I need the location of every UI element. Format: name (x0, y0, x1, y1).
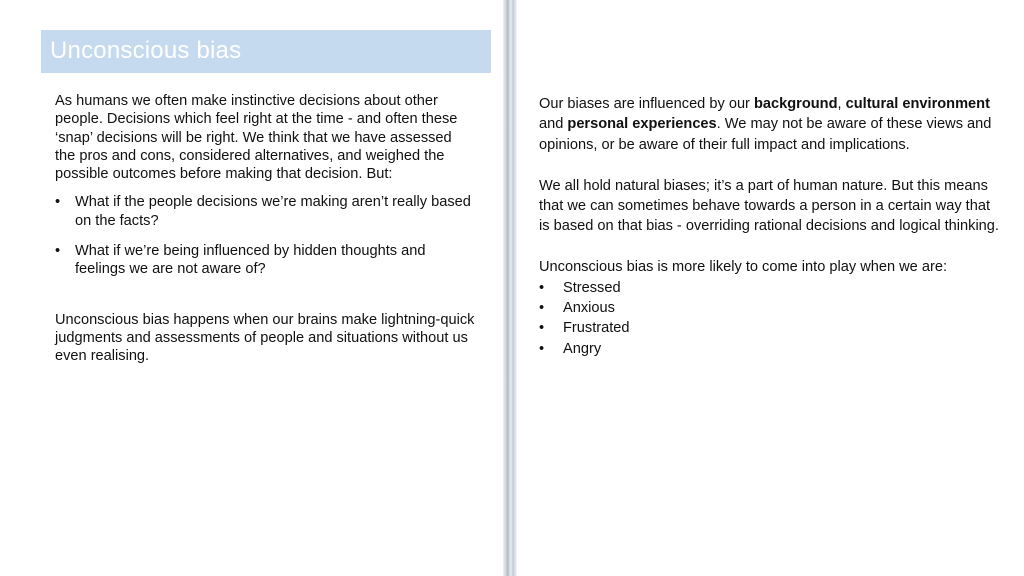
list-item-text: What if we’re being influenced by hidden thoughts and feelings we are not aware of? (75, 243, 426, 278)
influences-text-2: , (837, 96, 846, 112)
bullet-icon: • (539, 320, 545, 337)
influences-text-1: Our biases are influenced by our (539, 96, 754, 112)
bullet-icon: • (539, 340, 545, 357)
conditions-intro: Unconscious bias is more likely to come into play when we are: (539, 259, 947, 276)
list-item-text: Anxious (563, 300, 615, 317)
bullet-icon: • (55, 243, 61, 260)
column-divider (503, 0, 517, 576)
left-column (55, 92, 475, 366)
question-list (55, 193, 475, 278)
list-item (55, 242, 475, 279)
bullet-icon: • (55, 194, 61, 211)
list-item-text: Frustrated (563, 320, 630, 337)
slide-title-bar (41, 30, 491, 73)
list-item-text: Stressed (563, 279, 621, 296)
list-item (539, 298, 1001, 318)
influences-paragraph (539, 94, 1001, 155)
natural-biases-paragraph: We all hold natural biases; it’s a part of human nature. But this means that we can sometimes behave towards a person in a certain way that is based on that bias - overriding rational decisions and logical thinking. (539, 177, 999, 235)
list-item (539, 278, 1001, 298)
slide-title: Unconscious bias (50, 37, 242, 64)
list-item (539, 339, 1001, 359)
list-item-text: What if the people decisions we’re making aren’t really based on the facts? (75, 194, 471, 229)
influences-text-3: and (539, 116, 568, 133)
influence-personal-experiences: personal experiences (567, 116, 717, 133)
definition-paragraph: Unconscious bias happens when our brains make lightning-quick judgments and assessments of people and situations without us even realising. (55, 311, 475, 365)
intro-paragraph: As humans we often make instinctive decisions about other people. Decisions which feel right at the time - and often these ‘snap’ decisions will be right. We think that we have assessed the pros and cons, considered alternatives, and weighed the possible outcomes before making that decision. But: (55, 93, 458, 183)
bullet-icon: • (539, 300, 545, 317)
influence-cultural-environment: cultural environment (845, 96, 990, 112)
influences-text-4: . We may not be aware of these views and opinions, or be aware of their full impact and implications. (539, 116, 992, 153)
influence-background: background (753, 96, 838, 112)
bullet-icon: • (539, 279, 545, 296)
conditions-list (539, 278, 1001, 360)
list-item-text: Angry (563, 340, 602, 357)
list-item (55, 193, 475, 230)
right-column (539, 94, 1001, 359)
list-item (539, 318, 1001, 338)
